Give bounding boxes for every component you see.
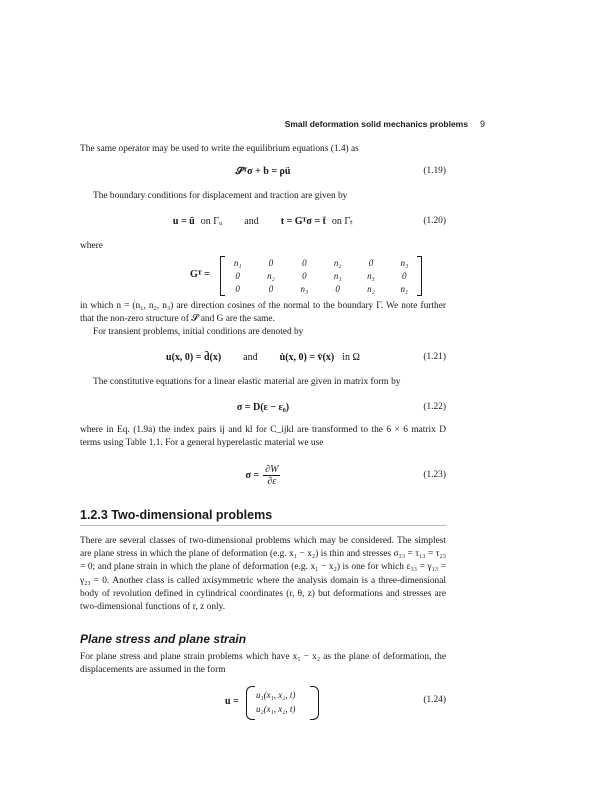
- equation-1-20-on-gamma-t: on Γₜ: [331, 215, 354, 227]
- equation-1-23: [80, 458, 446, 492]
- equation-number-1-22: (1.22): [423, 402, 446, 412]
- paragraph-equilibrium: The same operator may be used to write the equilibrium equations (1.4) as: [80, 144, 359, 154]
- paragraph-two-dimensional-classes: There are several classes of two-dimensional problems which may be considered. The simplest are plane stress in which the plane of deformation (e.g. x₁ − x₂) is thin and stresses σ₃₃ = τ₁₃ = τ₂₃ = 0; and plane strain in which the plane of deformation (e.g. x₁ − x₂) is one for which ε₃₃ = γ₁₃ = γ₂₃ = 0. Another class is called axisymmetric where the analysis domain is a three-dimensional body of revolution defined in cylindrical coordinates (r, θ, z) but deformations and stresses are two-dimensional functions of r, z only.: [80, 536, 446, 613]
- equation-1-21: [80, 348, 446, 366]
- equation-number-1-19: (1.19): [423, 166, 446, 176]
- matrix-row: [221, 256, 421, 269]
- equation-1-21-displacement: u(x, 0) = d̄(x): [166, 351, 222, 363]
- matrix-cell: n₃: [367, 270, 375, 281]
- equation-1-20: [80, 212, 446, 230]
- fraction-denominator: ∂ε: [267, 475, 277, 487]
- vector-row: u₂(x₁, x₂, t): [256, 704, 296, 714]
- equation-1-24-lhs: u =: [225, 696, 239, 707]
- equation-1-22: [80, 398, 446, 416]
- matrix-cell: n₂: [267, 270, 275, 281]
- matrix-cell: n₃: [300, 283, 309, 294]
- equation-1-19-body: 𝓢ᵀσ + b = ρü: [235, 165, 291, 177]
- left-brace-icon: [246, 686, 255, 720]
- paragraph-index-pairs: where in Eq. (1.9a) the index pairs ij and kl for C_ijkl are transformed to the 6 × 6 matrix D terms using Table 1.1. For a general hyperelastic material we use: [80, 425, 446, 449]
- right-brace-icon: [310, 686, 319, 720]
- matrix-row: [221, 269, 421, 282]
- equation-gt-matrix: [80, 256, 446, 298]
- equation-number-1-24: (1.24): [423, 695, 446, 705]
- equation-1-24-vector: [256, 688, 295, 716]
- equation-1-20-on-gamma-u: on Γᵤ: [200, 215, 223, 227]
- paragraph-initial-conditions: For transient problems, initial conditions are denoted by: [93, 327, 304, 337]
- matrix-cell: 0: [368, 257, 374, 268]
- matrix-cell: 0: [235, 270, 240, 281]
- matrix-cell: 0: [335, 283, 340, 294]
- paragraph-constitutive: The constitutive equations for a linear elastic material are given in matrix form by: [93, 377, 401, 387]
- equation-1-21-domain: in Ω: [342, 351, 360, 363]
- matrix-cell: n₂: [367, 283, 375, 294]
- matrix-cell: 0: [268, 283, 274, 294]
- matrix-cell: n₂: [333, 257, 342, 268]
- equation-1-23-fraction: [263, 464, 280, 487]
- equation-1-23-lhs: σ =: [245, 469, 260, 481]
- matrix-row: [221, 282, 421, 295]
- matrix-cell: n₁: [333, 270, 342, 281]
- page-number: 9: [479, 119, 485, 129]
- paragraph-direction-cosines: in which n = (n₁, n₂, n₃) are direction cosines of the normal to the boundary Γ. We note further that the non-zero structure of 𝓢 and G are the same.: [80, 301, 446, 325]
- equation-1-19: [80, 162, 446, 180]
- paragraph-plane-displacements: For plane stress and plane strain problems which have x₁ − x₂ as the plane of deformation, the displacements are assumed in the form: [80, 652, 446, 676]
- matrix-cell: n₃: [400, 257, 409, 268]
- matrix-cell: 0: [302, 270, 307, 281]
- equation-number-1-20: (1.20): [423, 216, 446, 226]
- subsection-heading-plane-stress: Plane stress and plane strain: [80, 632, 247, 646]
- equation-number-1-23: (1.23): [423, 470, 446, 480]
- equation-1-20-displacement: u = ū: [172, 215, 195, 227]
- matrix-cell: 0: [235, 283, 240, 294]
- equation-1-21-velocity: u̇(x, 0) = v̄(x): [279, 351, 335, 363]
- section-heading-two-dimensional: 1.2.3 Two-dimensional problems: [80, 508, 446, 526]
- running-header-title: Small deformation solid mechanics problems: [284, 119, 468, 129]
- paragraph-where: where: [80, 241, 103, 251]
- equation-1-21-and: and: [243, 351, 258, 363]
- vector-row: u₁(x₁, x₂, t): [256, 690, 296, 700]
- matrix-cell: 0: [402, 270, 407, 281]
- fraction-numerator: ∂W: [265, 463, 279, 475]
- paragraph-boundary-conditions: The boundary conditions for displacement and traction are given by: [93, 191, 348, 201]
- matrix-cell: 0: [268, 257, 274, 268]
- equation-1-24: [80, 686, 446, 720]
- equation-number-1-21: (1.21): [423, 352, 446, 362]
- running-header: [80, 117, 485, 131]
- equation-1-20-traction: t = Gᵀσ = t̄: [280, 215, 326, 227]
- matrix-cell: n₁: [400, 283, 409, 294]
- matrix-cell: n₁: [233, 257, 242, 268]
- equation-1-20-and: and: [244, 215, 259, 227]
- equation-1-22-body: σ = D(ε − ε₀): [236, 401, 290, 413]
- matrix-cell: 0: [302, 257, 307, 268]
- matrix-gt: [220, 256, 422, 296]
- matrix-label: Gᵀ =: [190, 269, 210, 280]
